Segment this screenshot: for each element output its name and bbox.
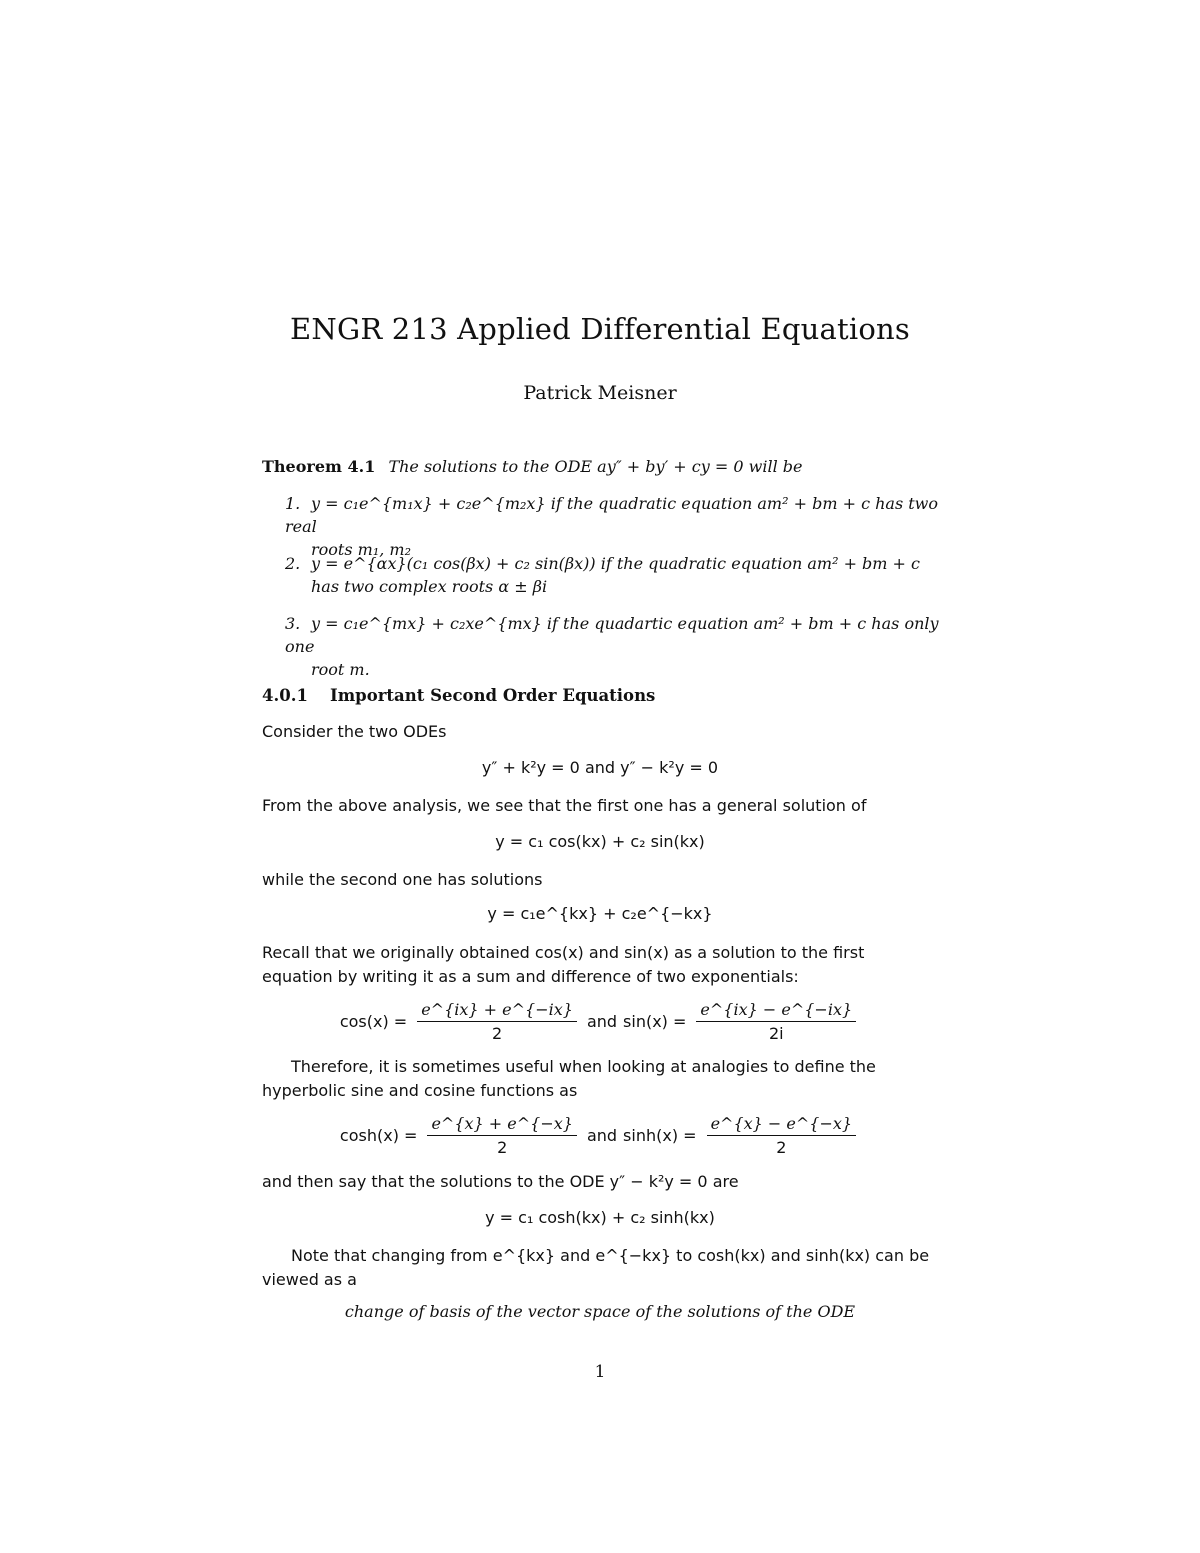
equation: y = c₁e^{kx} + c₂e^{−kx} xyxy=(487,904,713,923)
paragraph-line: Note that changing from e^{kx} and e^{−kx} to cosh(kx) and sinh(kx) can be xyxy=(291,1246,930,1265)
paragraph-line: equation by writing it as a sum and difference of two exponentials: xyxy=(262,967,799,986)
theorem-statement: The solutions to the ODE ay″ + by′ + cy = 0 will be xyxy=(388,457,803,476)
fraction-equation xyxy=(0,1000,1200,1043)
item-number: 3. xyxy=(285,614,301,633)
paragraph-line: hyperbolic sine and cosine functions as xyxy=(262,1081,578,1100)
page-number: 1 xyxy=(594,1362,606,1382)
equation-connector: and xyxy=(586,1012,618,1031)
theorem-item-1 xyxy=(285,492,940,561)
fraction xyxy=(707,1114,857,1157)
numerator: e^{ix} − e^{−ix} xyxy=(696,1000,856,1022)
fraction xyxy=(427,1114,577,1157)
paragraph xyxy=(262,1244,938,1292)
document-title: ENGR 213 Applied Differential Equations xyxy=(290,312,910,346)
author-name: Patrick Meisner xyxy=(523,382,677,404)
theorem-item-2 xyxy=(285,552,940,598)
fraction xyxy=(696,1000,856,1043)
numerator: e^{x} + e^{−x} xyxy=(427,1114,577,1136)
theorem-label: Theorem 4.1 xyxy=(262,457,376,476)
item-line: y = e^{αx}(c₁ cos(βx) + c₂ sin(βx)) if the quadratic equation am² + bm + c xyxy=(311,554,921,573)
denominator: 2 xyxy=(776,1138,787,1157)
equation-connector: and xyxy=(586,1126,618,1145)
paragraph-line: Recall that we originally obtained cos(x) and sin(x) as a solution to the first xyxy=(262,943,865,962)
paragraph xyxy=(262,941,938,989)
paragraph: while the second one has solutions xyxy=(262,870,543,889)
denominator: 2i xyxy=(768,1024,784,1043)
section-number: 4.0.1 xyxy=(262,686,308,705)
item-line: y = c₁e^{mx} + c₂xe^{mx} if the quadartic equation am² + bm + c has only one xyxy=(285,614,939,656)
equation-lhs: sin(x) = xyxy=(623,1012,687,1031)
emphasized-statement: change of basis of the vector space of the solutions of the ODE xyxy=(344,1302,856,1321)
item-line: roots m₁, m₂ xyxy=(311,540,411,559)
item-number: 1. xyxy=(285,494,301,513)
equation: y = c₁ cosh(kx) + c₂ sinh(kx) xyxy=(485,1208,715,1227)
denominator: 2 xyxy=(491,1024,503,1043)
paragraph: From the above analysis, we see that the first one has a general solution of xyxy=(262,796,867,815)
theorem-heading xyxy=(262,457,952,476)
fraction-equation xyxy=(0,1114,1200,1157)
equation-lhs: sinh(x) = xyxy=(623,1126,697,1145)
paragraph-line: Therefore, it is sometimes useful when looking at analogies to define the xyxy=(291,1057,876,1076)
numerator: e^{x} − e^{−x} xyxy=(707,1114,857,1136)
numerator: e^{ix} + e^{−ix} xyxy=(417,1000,577,1022)
section-heading xyxy=(262,686,655,705)
equation: y = c₁ cos(kx) + c₂ sin(kx) xyxy=(495,832,705,851)
theorem-item-3 xyxy=(285,612,940,681)
equation: y″ + k²y = 0 and y″ − k²y = 0 xyxy=(481,758,719,777)
equation-lhs: cosh(x) = xyxy=(339,1126,418,1145)
paragraph: and then say that the solutions to the ODE y″ − k²y = 0 are xyxy=(262,1172,739,1191)
item-line: y = c₁e^{m₁x} + c₂e^{m₂x} if the quadratic equation am² + bm + c has two real xyxy=(285,494,939,536)
fraction xyxy=(417,1000,577,1043)
paragraph: Consider the two ODEs xyxy=(262,722,447,741)
paragraph xyxy=(262,1055,938,1103)
item-line: root m. xyxy=(311,660,370,679)
section-title: Important Second Order Equations xyxy=(330,686,656,705)
equation-lhs: cos(x) = xyxy=(339,1012,408,1031)
item-line: has two complex roots α ± βi xyxy=(311,577,548,596)
item-number: 2. xyxy=(285,554,301,573)
denominator: 2 xyxy=(497,1138,508,1157)
paragraph-line: viewed as a xyxy=(262,1270,357,1289)
